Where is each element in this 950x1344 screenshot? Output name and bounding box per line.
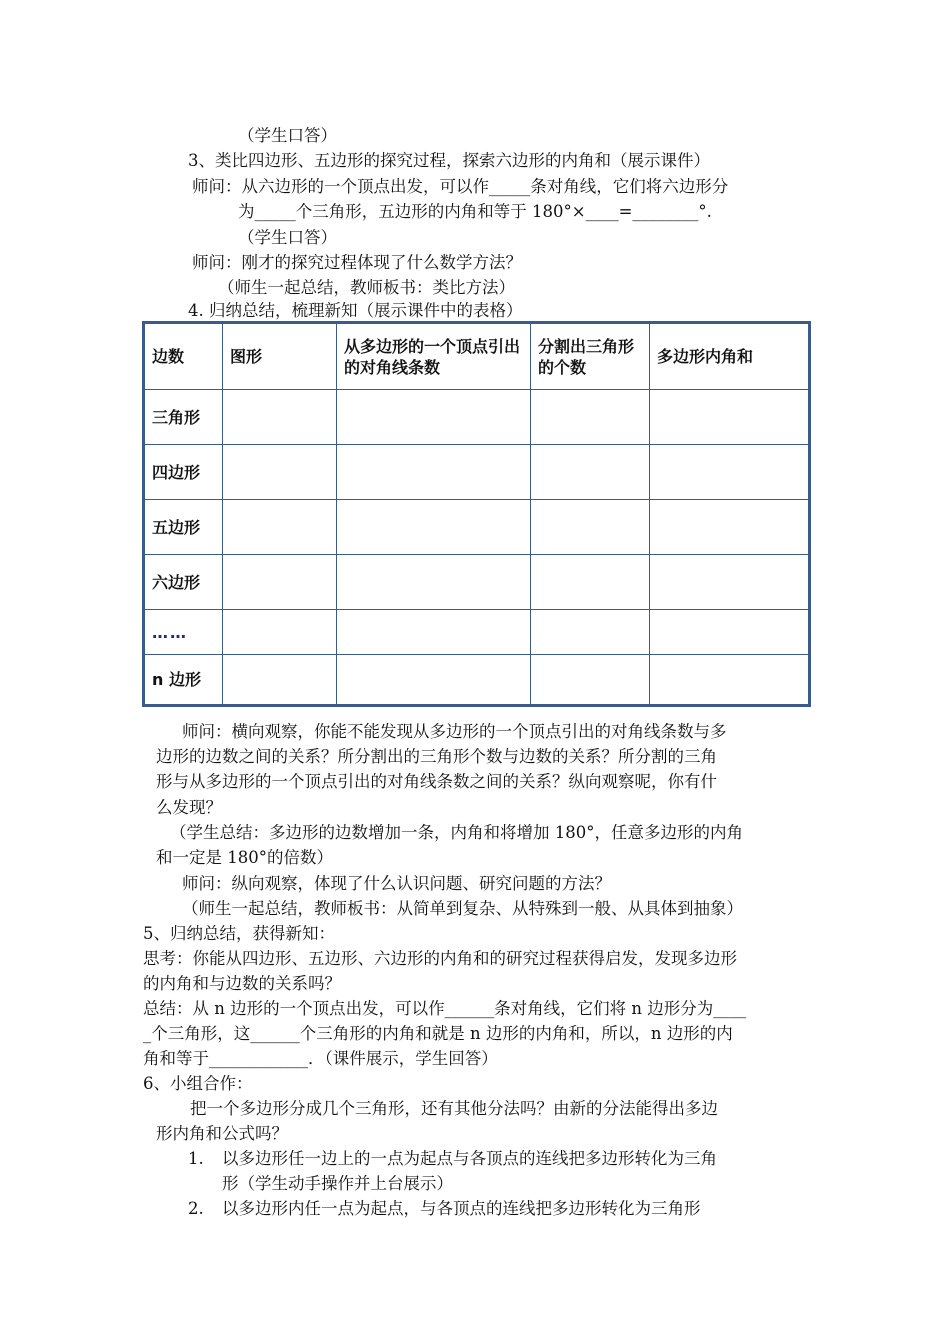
teacher-question-1a: 师问：从六边形的一个顶点出发，可以作_____条对角线，它们将六边形分: [192, 177, 729, 196]
conclusion-b: _个三角形，这______个三角形的内角和就是 n 边形的内角和，所以，n 边形的内: [143, 1024, 733, 1043]
row-label-ellipsis: ……: [144, 610, 223, 655]
table-cell: [223, 655, 337, 706]
table-cell: [223, 555, 337, 610]
step-5-heading: 5、归纳总结，获得新知：: [143, 924, 335, 943]
table-row: [144, 610, 810, 655]
table-cell: [531, 610, 650, 655]
table-cell: [337, 390, 531, 445]
think-b: 的内角和与边数的关系吗？: [143, 974, 341, 993]
table-cell: [337, 445, 531, 500]
table-cell: [337, 655, 531, 706]
table-row: [144, 500, 810, 555]
student-summary-b: 和一定是 180°的倍数）: [156, 848, 333, 867]
list-number-2: 2.: [188, 1199, 204, 1218]
step-6-heading: 6、小组合作：: [143, 1074, 253, 1093]
student-answer-2: （学生口答）: [238, 228, 337, 247]
table-cell: [223, 500, 337, 555]
table-cell: [337, 555, 531, 610]
table-cell: [650, 555, 810, 610]
list-item-1a: 以多边形任一边上的一点为起点与各顶点的连线把多边形转化为三角: [222, 1149, 717, 1168]
header-diagonals: 从多边形的一个顶点引出的对角线条数: [337, 323, 531, 390]
teacher-question-3d: 么发现？: [156, 798, 222, 817]
student-answer-1: （学生口答）: [238, 126, 337, 145]
teacher-question-1b: 为_____个三角形，五边形的内角和等于 180°×____=________°.: [238, 202, 712, 221]
teacher-question-3b: 边形的边数之间的关系？所分割出的三角形个数与边数的关系？所分割的三角: [156, 747, 717, 766]
table-cell: [531, 555, 650, 610]
table-row: [144, 555, 810, 610]
table-cell: [650, 610, 810, 655]
teacher-question-4: 师问：纵向观察，体现了什么认识问题、研究问题的方法？: [182, 874, 611, 893]
table-cell: [337, 610, 531, 655]
table-cell: [337, 500, 531, 555]
table-cell: [650, 390, 810, 445]
student-summary-a: （学生总结：多边形的边数增加一条，内角和将增加 180°，任意多边形的内角: [170, 823, 743, 842]
table-cell: [650, 500, 810, 555]
header-figure: 图形: [223, 323, 337, 390]
table-cell: [531, 655, 650, 706]
table-row: [144, 445, 810, 500]
step-4-heading: 4. 归纳总结，梳理新知（展示课件中的表格）: [188, 301, 523, 320]
teacher-question-2: 师问：刚才的探究过程体现了什么数学方法？: [192, 253, 522, 272]
group-question-a: 把一个多边形分成几个三角形，还有其他分法吗？由新的分法能得出多边: [190, 1099, 718, 1118]
table-cell: [650, 655, 810, 706]
step-3-heading: 3、类比四边形、五边形的探究过程，探索六边形的内角和（展示课件）: [188, 151, 710, 170]
list-item-2: 以多边形内任一点为起点，与各顶点的连线把多边形转化为三角形: [222, 1199, 701, 1218]
summary-analogy: （师生一起总结，教师板书：类比方法）: [218, 278, 515, 297]
teacher-question-3a: 师问：横向观察，你能不能发现从多边形的一个顶点引出的对角线条数与多: [182, 722, 727, 741]
row-label-triangle: 三角形: [144, 390, 223, 445]
table-row: [144, 390, 810, 445]
group-question-b: 形内角和公式吗？: [156, 1124, 288, 1143]
header-angle-sum: 多边形内角和: [650, 323, 810, 390]
table-cell: [531, 445, 650, 500]
conclusion-a: 总结：从 n 边形的一个顶点出发，可以作______条对角线，它们将 n 边形分为____: [143, 999, 747, 1018]
conclusion-c: 角和等于____________．（课件展示，学生回答）: [143, 1049, 498, 1068]
row-label-n-gon: n 边形: [144, 655, 223, 706]
list-item-1b: 形（学生动手操作并上台展示）: [222, 1174, 453, 1193]
table-cell: [650, 445, 810, 500]
polygon-summary-table: [142, 321, 811, 707]
row-label-pentagon: 五边形: [144, 500, 223, 555]
table-cell: [223, 390, 337, 445]
table-row: [144, 655, 810, 706]
header-triangles: 分割出三角形的个数: [531, 323, 650, 390]
table-cell: [223, 445, 337, 500]
list-number-1: 1.: [188, 1149, 204, 1168]
table-cell: [531, 390, 650, 445]
table-header-row: [144, 323, 810, 390]
table-cell: [223, 610, 337, 655]
row-label-quadrilateral: 四边形: [144, 445, 223, 500]
row-label-hexagon: 六边形: [144, 555, 223, 610]
think-a: 思考：你能从四边形、五边形、六边形的内角和的研究过程获得启发，发现多边形: [143, 949, 737, 968]
table-cell: [531, 500, 650, 555]
summary-methods: （师生一起总结，教师板书：从简单到复杂、从特殊到一般、从具体到抽象）: [182, 899, 743, 918]
header-sides: 边数: [144, 323, 223, 390]
teacher-question-3c: 形与从多边形的一个顶点引出的对角线条数之间的关系？纵向观察呢，你有什: [156, 772, 717, 791]
